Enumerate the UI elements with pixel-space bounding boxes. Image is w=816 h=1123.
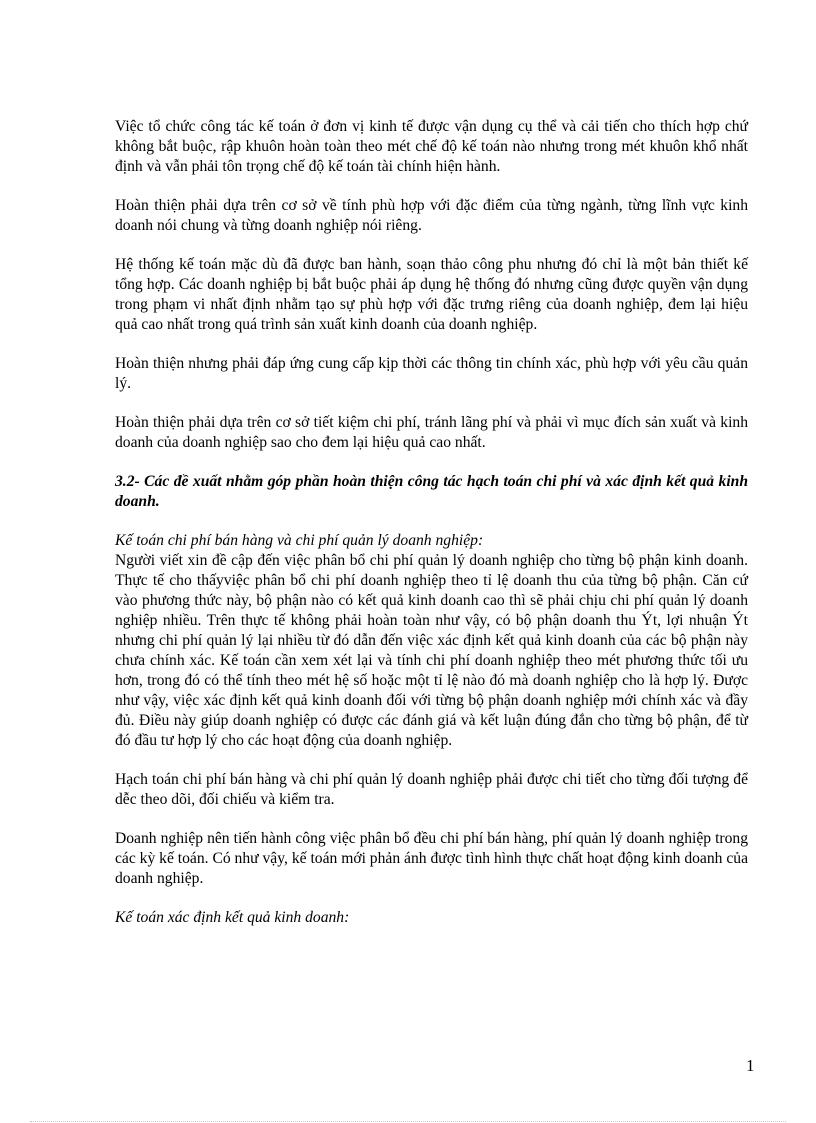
subheading-business-result: Kế toán xác định kết quả kinh doanh: xyxy=(115,909,350,926)
subheading-selling-admin-costs: Kế toán chi phí bán hàng và chi phí quản lý doanh nghiệp: xyxy=(115,532,484,549)
page-number: 1 xyxy=(746,1056,755,1075)
document-page xyxy=(115,117,748,928)
paragraph-section-3: Doanh nghiệp nên tiến hành công việc phân bổ đều chi phí bán hàng, phí quản lý doanh nghiệp trong các kỳ kế toán. Có như vậy, kế toán mới phản ánh được tình hình thực chất hoạt động kinh doanh của doanh nghiệp. xyxy=(115,830,748,887)
section-heading: 3.2- Các đề xuất nhằm góp phần hoàn thiện công tác hạch toán chi phí và xác định kết quả kinh doanh. xyxy=(115,473,748,510)
paragraph-intro-1: Việc tổ chức công tác kế toán ở đơn vị kinh tế được vận dụng cụ thể và cải tiến cho thích hợp chứ không bắt buộc, rập khuôn hoàn toàn theo mét chế độ kế toán nào nhưng trong mét khuôn khổ nhất định và vẫn phải tôn trọng chế độ kế toán tài chính hiện hành. xyxy=(115,118,748,175)
paragraph-section-1: Người viết xin đề cập đến việc phân bổ chi phí quản lý doanh nghiệp cho từng bộ phận kinh doanh. Thực tế cho thấyviệc phân bổ chi phí doanh nghiệp theo tỉ lệ doanh thu của từng bộ phận. Căn cứ vào phương thức này, bộ phận nào có kết quả kinh doanh cao thì sẽ phải chịu chi phí quản lý doanh nghiệp nhiều. Trên thực tế không phải hoàn toàn như vậy, có bộ phận doanh thu Ýt, lợi nhuận Ýt nhưng chi phí quản lý lại nhiều từ đó dẫn đến việc xác định kết quả kinh doanh của các bộ phận này chưa chính xác. Kế toán cần xem xét lại và tính chi phí doanh nghiệp theo mét phương thức tối ưu hơn, trong đó có thể tính theo mét hệ số hoặc một tỉ lệ nào đó mà doanh nghiệp cho là hợp lý. Được như vậy, việc xác định kết quả kinh doanh đối với từng bộ phận doanh nghiệp mới chính xác và đầy đủ. Điều này giúp doanh nghiệp có được các đánh giá và kết luận đúng đắn cho từng bộ phận, để từ đó đầu tư hợp lý cho các hoạt động của doanh nghiệp. xyxy=(115,552,748,749)
page-bottom-divider xyxy=(30,1121,786,1122)
paragraph-intro-4: Hoàn thiện nhưng phải đáp ứng cung cấp kịp thời các thông tin chính xác, phù hợp với yêu cầu quản lý. xyxy=(115,355,748,392)
paragraph-section-2: Hạch toán chi phí bán hàng và chi phí quản lý doanh nghiệp phải được chi tiết cho từng đối tượng để dễc theo dõi, đối chiếu và kiểm tra. xyxy=(115,771,748,808)
paragraph-intro-2: Hoàn thiện phải dựa trên cơ sở về tính phù hợp với đặc điểm của từng ngành, từng lĩnh vực kinh doanh nói chung và từng doanh nghiệp nói riêng. xyxy=(115,197,748,234)
paragraph-intro-3: Hệ thống kế toán mặc dù đã được ban hành, soạn thảo công phu nhưng đó chỉ là một bản thiết kế tổng hợp. Các doanh nghiệp bị bắt buộc phải áp dụng hệ thống đó nhưng cũng được quyền vận dụng trong phạm vi nhất định nhằm tạo sự phù hợp với đặc trưng riêng của doanh nghiệp, đem lại hiệu quả cao nhất trong quá trình sản xuất kinh doanh của doanh nghiệp. xyxy=(115,256,748,333)
paragraph-intro-5: Hoàn thiện phải dựa trên cơ sở tiết kiệm chi phí, tránh lãng phí và phải vì mục đích sản xuất và kinh doanh của doanh nghiệp sao cho đem lại hiệu quả cao nhất. xyxy=(115,414,748,451)
